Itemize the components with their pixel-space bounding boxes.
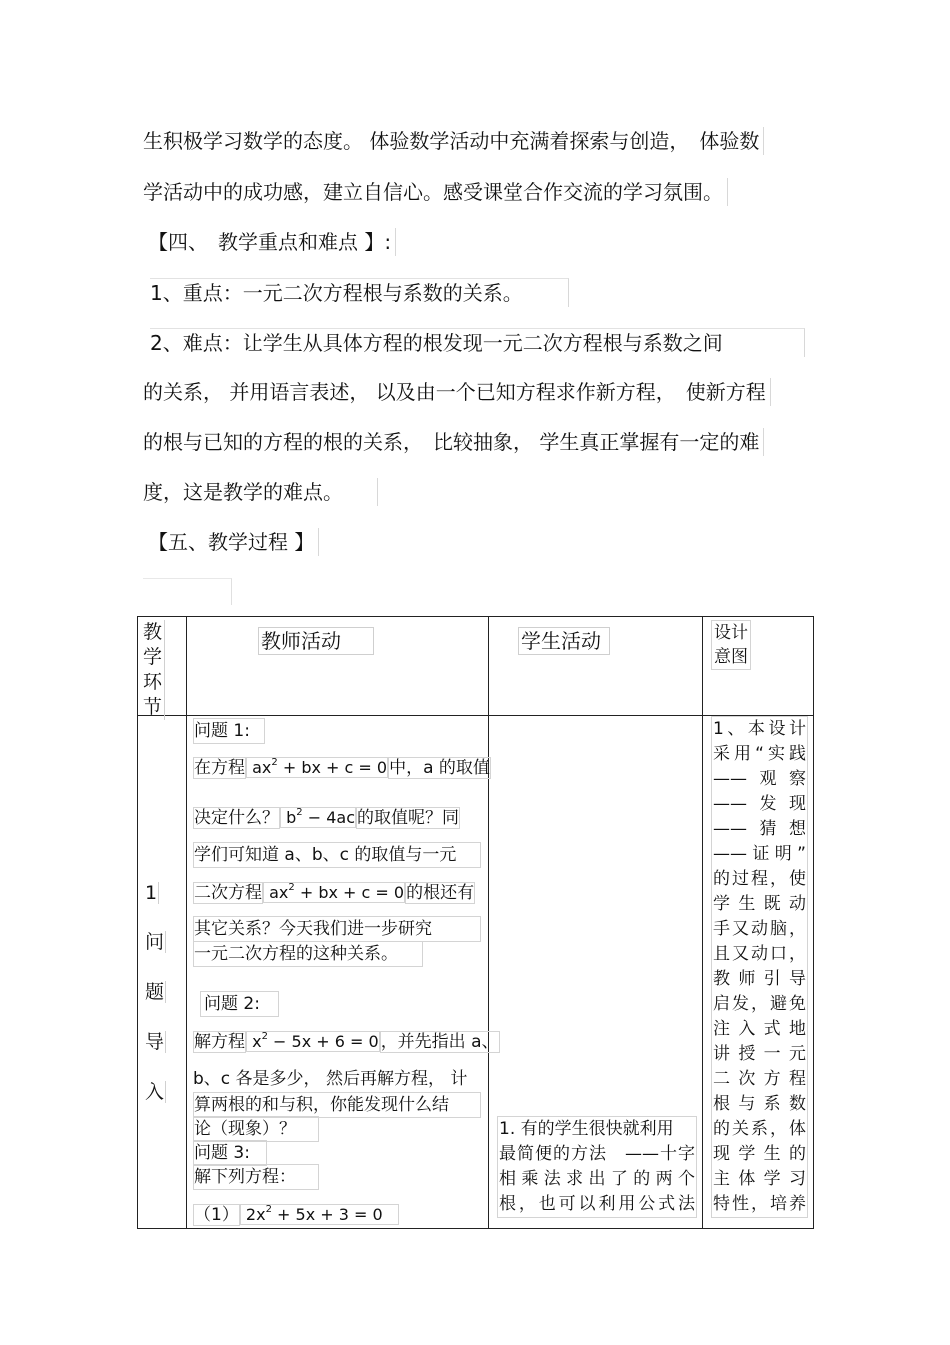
difficulty-line: 度，这是教学的难点。 xyxy=(143,478,378,506)
design-intent-line: 采用“实践 xyxy=(713,744,806,764)
design-intent-line: 学生既动 xyxy=(713,894,806,914)
design-intent-line: 的关系，体 xyxy=(713,1119,806,1139)
question-2-line: b、c 各是多少， 然后再解方程， 计 xyxy=(193,1069,468,1089)
design-intent-line: 教师引导 xyxy=(713,969,806,989)
text: 中，a 的取值 xyxy=(389,758,490,778)
stage-label-char: 题 xyxy=(145,981,165,1003)
question-3-title: 问题 3: xyxy=(193,1140,267,1166)
design-intent-line: ——证明” xyxy=(713,844,806,864)
header-stage-char: 教 xyxy=(143,620,165,645)
stage-label-char: 导 xyxy=(145,1031,165,1053)
student-activity xyxy=(497,1116,697,1218)
text: 在方程 xyxy=(194,758,245,778)
header-teacher: 教师活动 xyxy=(258,627,374,655)
table-border-right xyxy=(813,616,814,1229)
student-activity-line: 最简便的方法 ——十字 xyxy=(499,1144,695,1164)
design-intent-line: 且又动口， xyxy=(713,944,806,964)
question-2-line: 算两根的和与积，你能发现什么结 xyxy=(193,1092,481,1118)
student-activity-line: 根，也可以利用公式法 xyxy=(499,1194,695,1214)
header-stage-char: 节 xyxy=(143,695,165,720)
difficulty-line: 的根与已知的方程的根的关系， 比较抽象， 学生真正掌握有一定的难 xyxy=(143,428,764,456)
header-stage xyxy=(143,620,165,720)
equation: $ax^2$ + bx + c = 0 xyxy=(263,882,405,903)
blank-spacer xyxy=(143,578,232,605)
question-1-line xyxy=(193,806,460,830)
text: 的根还有 xyxy=(406,883,475,903)
header-design-line: 设计 xyxy=(714,623,748,643)
design-intent-line: 启发，避免 xyxy=(713,994,806,1014)
question-2-line: 论（现象）？ xyxy=(193,1116,319,1142)
table-border-left xyxy=(137,616,138,1229)
question-1-title: 问题 1: xyxy=(193,718,265,744)
difficulty-line: 2、难点：让学生从具体方程的根发现一元二次方程根与系数之间 xyxy=(150,328,805,357)
header-design-line: 意图 xyxy=(714,647,748,667)
design-intent-line: ——发现 xyxy=(713,794,806,814)
paragraph-line: 生积极学习数学的态度。 体验数学活动中充满着探索与创造， 体验数 xyxy=(143,127,764,155)
design-intent-line: ——观察 xyxy=(713,769,806,789)
question-1-line xyxy=(193,756,491,780)
discriminant: $b^2 - 4ac$ xyxy=(280,807,356,828)
header-stage-char: 学 xyxy=(143,645,165,670)
design-intent-line: 讲授一元 xyxy=(713,1044,806,1064)
table-border-bottom xyxy=(137,1228,814,1229)
question-1-line: 学们可知道 a、b、c 的取值与一元 xyxy=(193,842,481,868)
table-col-divider xyxy=(702,616,703,1229)
table-border-top xyxy=(137,616,814,617)
key-point: 1、重点：一元二次方程根与系数的关系。 xyxy=(150,278,569,307)
design-intent xyxy=(711,716,808,1218)
text: ，并先指出 a、 xyxy=(380,1032,499,1052)
question-1-line xyxy=(193,881,475,905)
question-2-line xyxy=(193,1030,500,1054)
difficulty-line: 的关系， 并用语言表述， 以及由一个已知方程求作新方程， 使新方程 xyxy=(143,378,771,406)
design-intent-line: 根与系数 xyxy=(713,1094,806,1114)
equation: $ax^2$ + bx + c = 0 xyxy=(246,757,388,778)
design-intent-line: 现学生的 xyxy=(713,1144,806,1164)
design-intent-line: 1、本设计 xyxy=(713,719,806,739)
design-intent-line: 手又动脑， xyxy=(713,919,806,939)
stage-label-char: 入 xyxy=(145,1081,165,1103)
design-intent-line: 主体学习 xyxy=(713,1169,806,1189)
table-col-divider xyxy=(488,616,489,1229)
equation: $2x^2 + 5x + 3 = 0$ xyxy=(240,1204,399,1225)
header-design xyxy=(711,620,751,670)
stage-label-char: 问 xyxy=(145,931,165,953)
section-heading-4: 【四、 教学重点和难点 】: xyxy=(148,228,396,256)
table-col-divider xyxy=(186,616,187,1229)
question-1-line: 其它关系？今天我们进一步研究 xyxy=(193,916,481,942)
stage-label-char: 1 xyxy=(145,882,158,904)
paragraph-line: 学活动中的成功感，建立自信心。感受课堂合作交流的学习氛围。 xyxy=(143,178,728,206)
text: （1） xyxy=(194,1205,239,1225)
question-3-item xyxy=(193,1203,399,1227)
question-2-title: 问题 2: xyxy=(200,991,279,1017)
text: 解方程 xyxy=(194,1032,245,1052)
text: 的取值呢？同 xyxy=(356,808,459,828)
equation: $x^2 - 5x + 6 = 0$ xyxy=(246,1031,380,1052)
design-intent-line: 特性，培养 xyxy=(713,1194,806,1214)
header-student: 学生活动 xyxy=(518,627,610,655)
question-1-line: 一元二次方程的这种关系。 xyxy=(193,941,423,967)
design-intent-line: 二次方程 xyxy=(713,1069,806,1089)
section-heading-5: 【五、教学过程 】 xyxy=(148,528,319,556)
text: 二次方程 xyxy=(194,883,262,903)
design-intent-line: ——猜想 xyxy=(713,819,806,839)
student-activity-line: 1. 有的学生很快就利用 xyxy=(499,1119,674,1139)
student-activity-line: 相乘法求出了的两个 xyxy=(499,1169,695,1189)
header-stage-char: 环 xyxy=(143,670,165,695)
design-intent-line: 的过程，使 xyxy=(713,869,806,889)
question-3-line: 解下列方程： xyxy=(193,1164,319,1190)
text: 决定什么？ xyxy=(194,808,279,828)
design-intent-line: 注入式地 xyxy=(713,1019,806,1039)
